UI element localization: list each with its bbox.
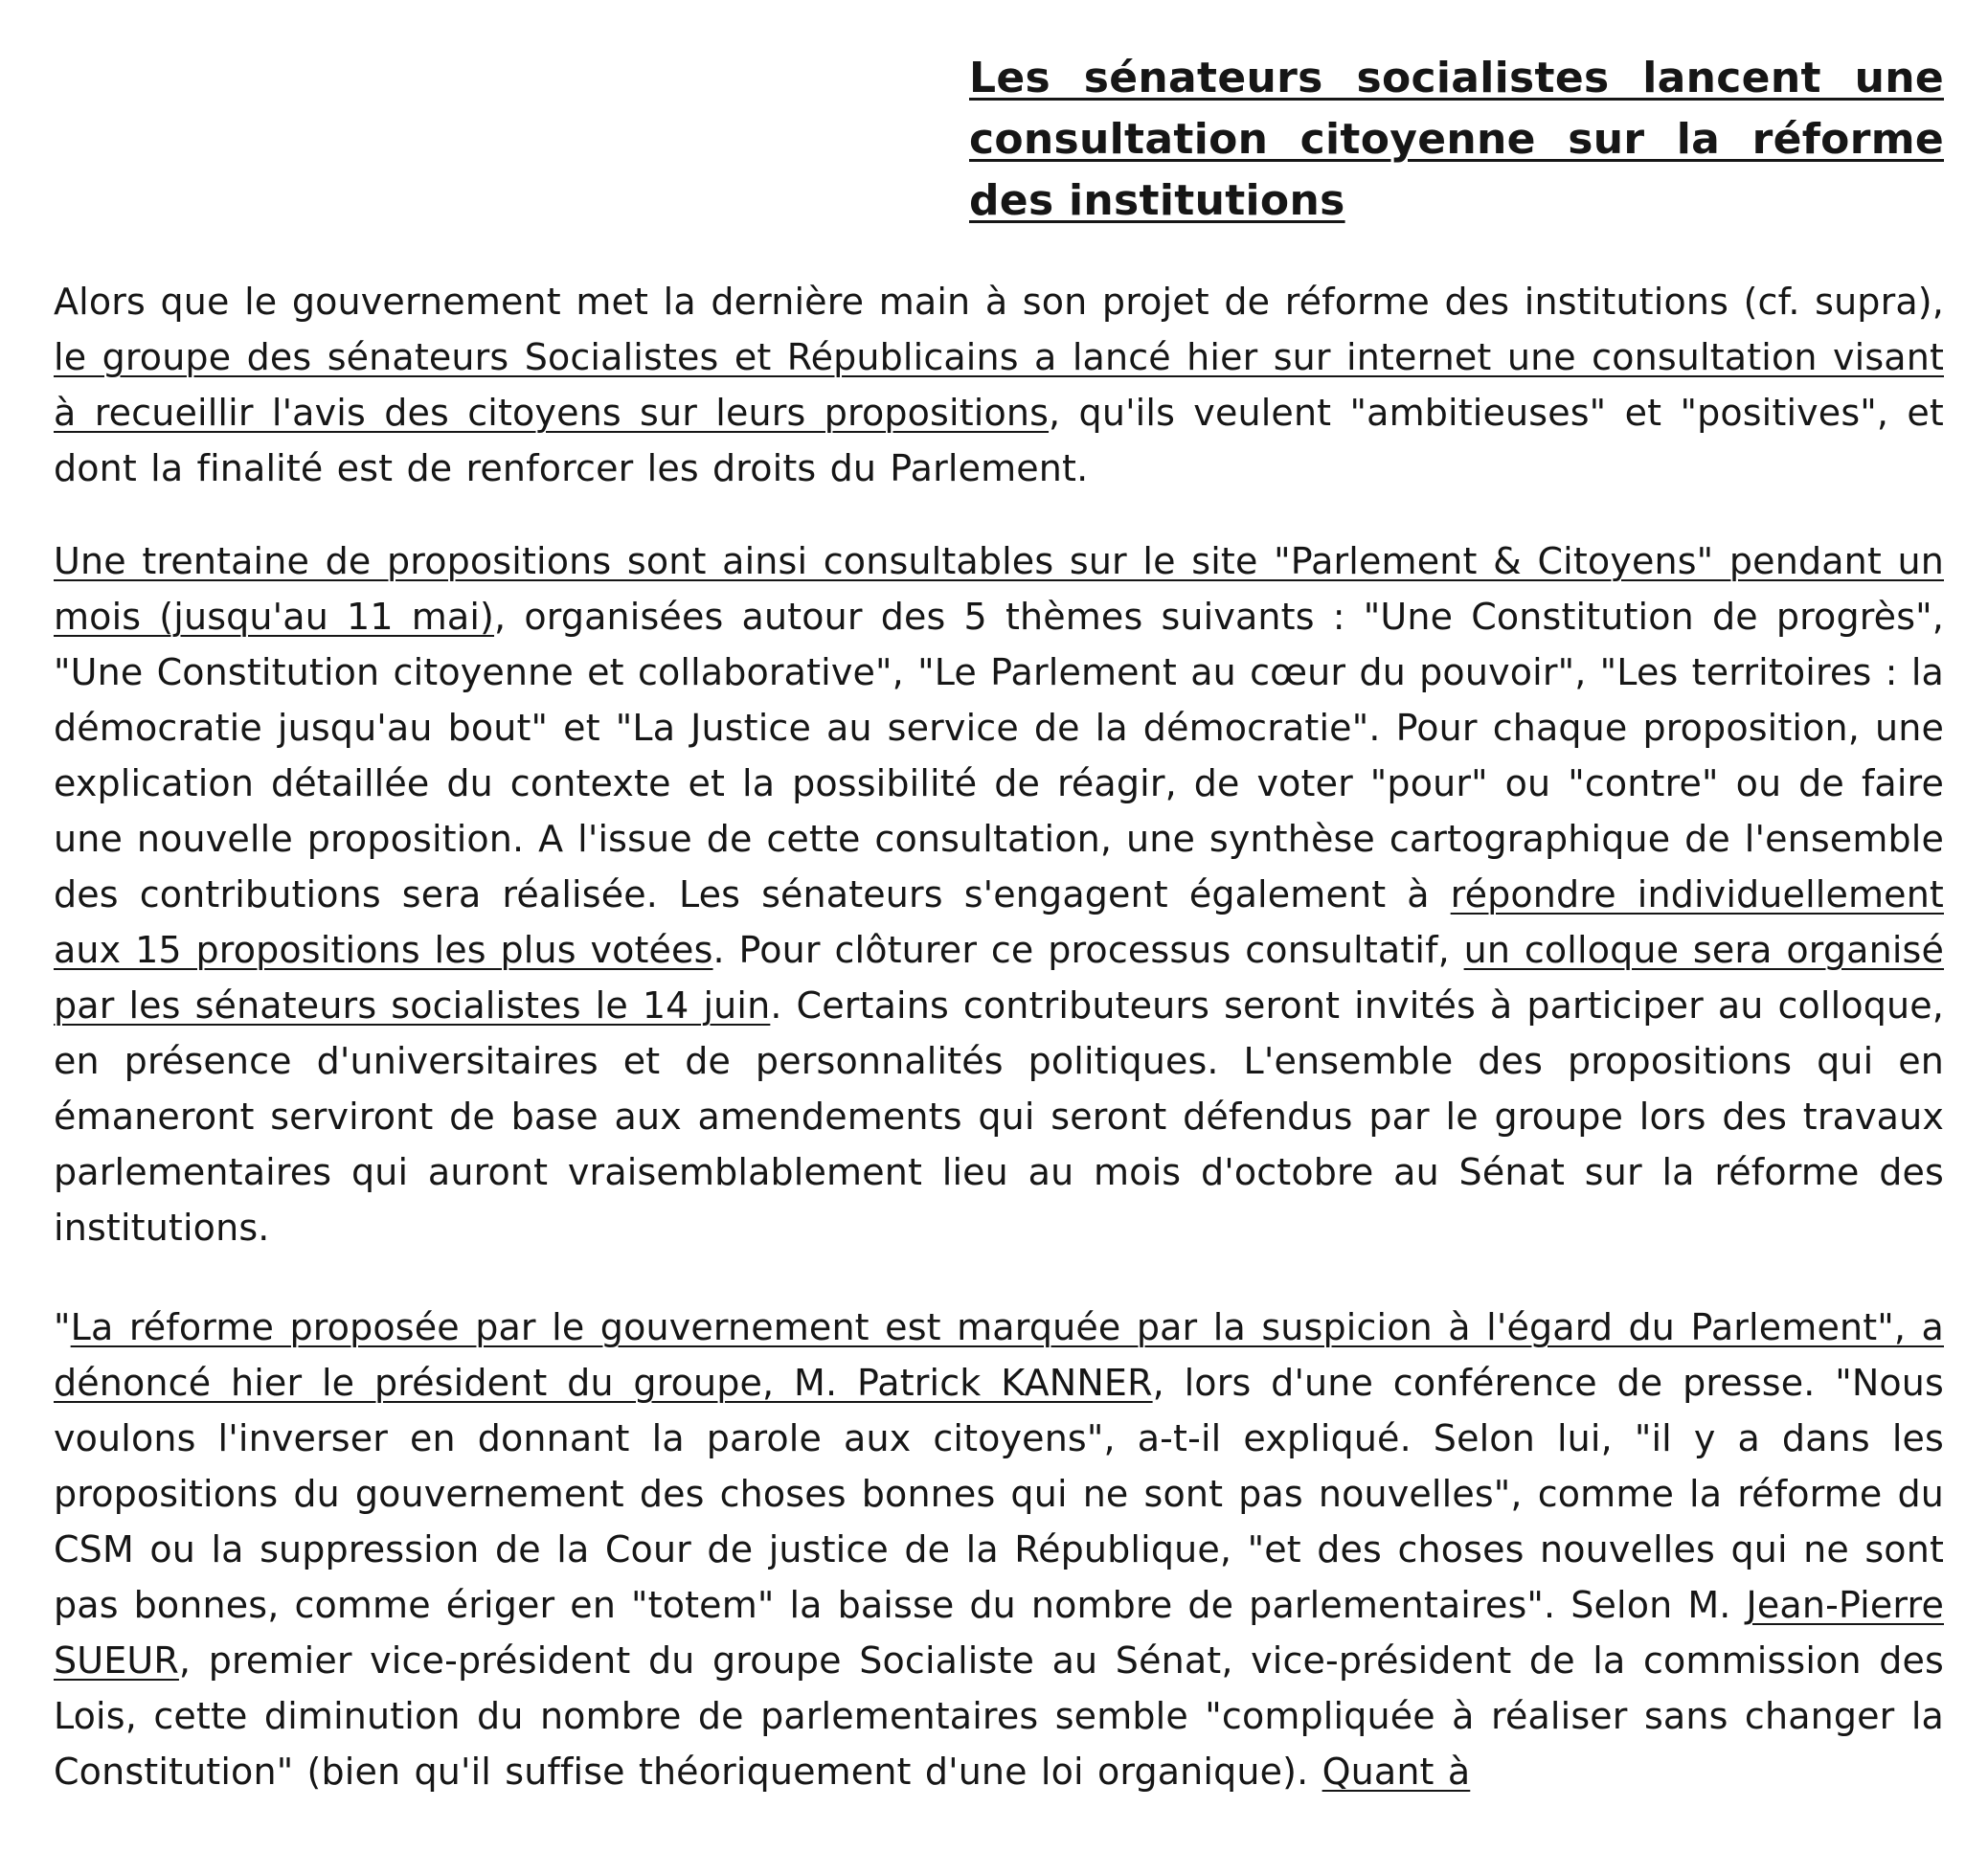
text-segment: , organisées autour des 5 thèmes suivants : "Une Constitution de progrès", "Une Constitution citoyenne et collaborative", "Le Parlement au cœur du pouvoir", "Les territoires : la démocratie jusqu'au bout" et "La Justice au service de la démocratie". Pour chaque proposition, une explication détaillée du contexte et la possibilité de réagir, de voter "pour" ou "contre" ou de faire une nouvelle proposition. A l'issue de cette consultation, une synthèse cartographique de l'ensemble des contributions sera réalisée. Les sénateurs s'engagent également à	[54, 596, 1944, 915]
underlined-text-segment: Jean-Pierre SUEUR	[54, 1584, 1944, 1682]
text-segment: "	[54, 1306, 71, 1348]
underlined-text-segment: Une trentaine de propositions sont ainsi consultables sur le site "Parlement & Citoyens" pendant un mois (jusqu'au 11 mai)	[54, 540, 1944, 638]
underlined-text-segment: Quant à	[1322, 1751, 1471, 1793]
paragraph-2	[54, 533, 1944, 1255]
paragraph-3	[54, 1299, 1944, 1799]
underlined-text-segment: répondre individuellement aux 15 propositions les plus votées	[54, 873, 1944, 971]
text-segment: . Pour clôturer ce processus consultatif,	[712, 929, 1464, 971]
text-segment: Alors que le gouvernement met la dernière main à son projet de réforme des institutions (cf. supra),	[54, 281, 1944, 323]
text-segment: . Certains contributeurs seront invités à participer au colloque, en présence d'universitaires et de personnalités politiques. L'ensemble des propositions qui en émaneront serviront de base aux amendements qui seront défendus par le groupe lors des travaux parlementaires qui auront vraisemblablement lieu au mois d'octobre au Sénat sur la réforme des institutions.	[54, 984, 1944, 1249]
text-segment: , lors d'une conférence de presse. "Nous voulons l'inverser en donnant la parole aux citoyens", a-t-il expliqué. Selon lui, "il y a dans les propositions du gouvernement des choses bonnes qui ne sont pas nouvelles", comme la réforme du CSM ou la suppression de la Cour de justice de la République, "et des choses nouvelles qui ne sont pas bonnes, comme ériger en "totem" la baisse du nombre de parlementaires". Selon M.	[54, 1362, 1944, 1626]
article-title-text: Les sénateurs socialistes lancent une consultation citoyenne sur la réforme des institutions	[969, 54, 1944, 225]
underlined-text-segment: La réforme proposée par le gouvernement est marquée par la suspicion à l'égard du Parlement", a dénoncé hier le président du groupe, M. Patrick KANNER	[54, 1306, 1944, 1404]
article-title	[969, 48, 1944, 232]
underlined-text-segment: le groupe des sénateurs Socialistes et Républicains a lancé hier sur internet une consultation visant à recueillir l'avis des citoyens sur leurs propositions	[54, 336, 1944, 434]
paragraph-1	[54, 274, 1944, 496]
underlined-text-segment: un colloque sera organisé par les sénateurs socialistes le 14 juin	[54, 929, 1945, 1027]
text-segment: , qu'ils veulent "ambitieuses" et "positives", et dont la finalité est de renforcer les droits du Parlement.	[54, 392, 1944, 489]
text-segment: , premier vice-président du groupe Socialiste au Sénat, vice-président de la commission des Lois, cette diminution du nombre de parlementaires semble "compliquée à réaliser sans changer la Constitution" (bien qu'il suffise théoriquement d'une loi organique).	[54, 1639, 1944, 1793]
